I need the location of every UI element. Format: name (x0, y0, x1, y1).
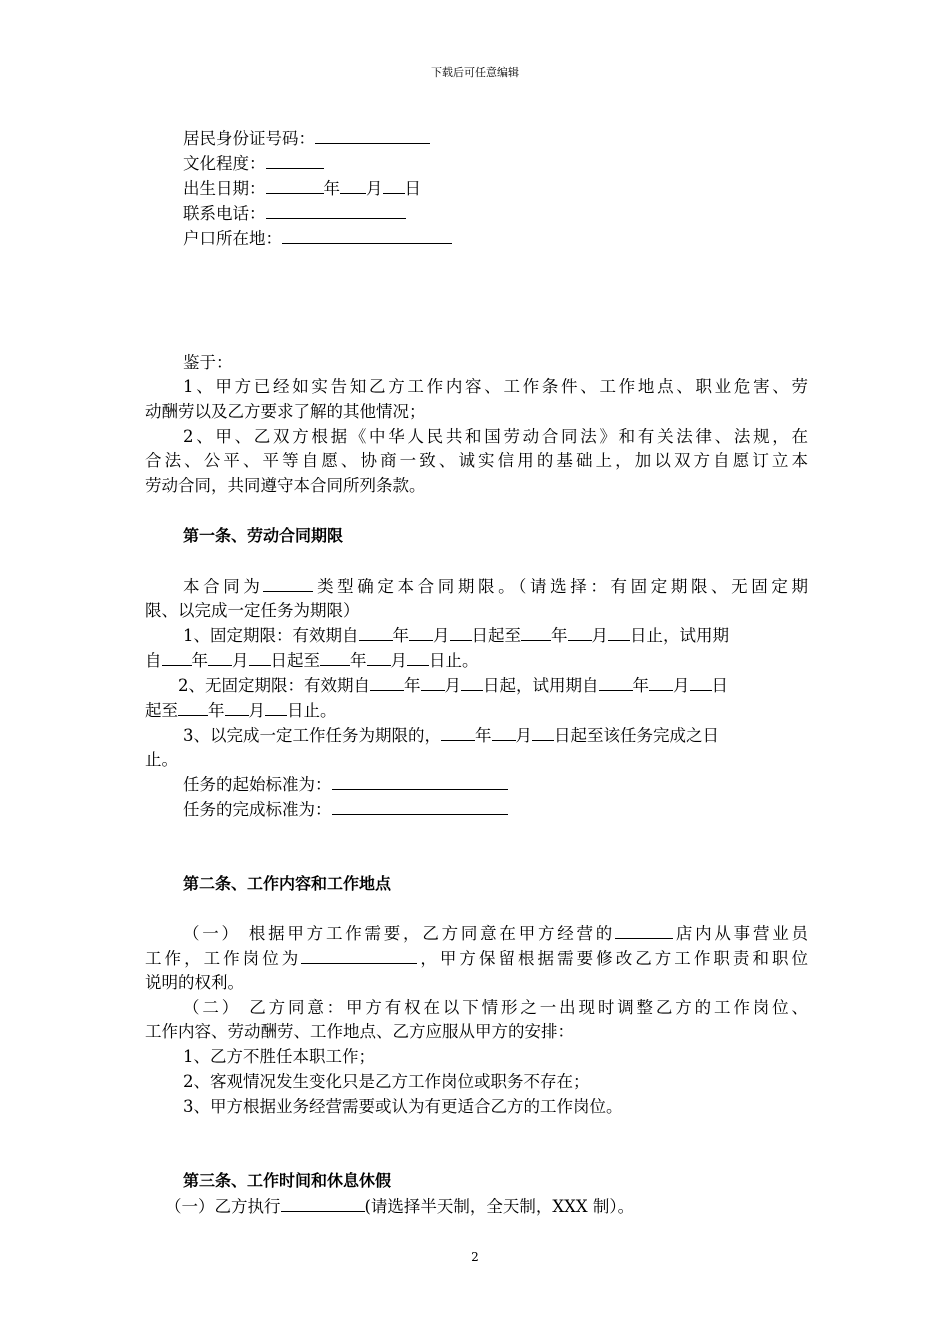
blank[interactable] (608, 625, 630, 641)
blank[interactable] (370, 675, 404, 691)
month-text: 月 (515, 726, 532, 745)
education-label: 文化程度： (183, 154, 266, 173)
month-text: 月 (248, 701, 265, 720)
day-stop-text: 日止。 (429, 651, 479, 670)
day-from-text: 日起至 (471, 626, 521, 645)
blank[interactable] (568, 625, 592, 641)
position-blank[interactable] (301, 948, 417, 964)
article2-item2: 2、客观情况发生变化只是乙方工作岗位或职务不存在； (183, 1072, 590, 1091)
preamble-p2-line2: 合法、公平、平等自愿、协商一致、诚实信用的基础上，加以双方自愿订立本 (145, 451, 808, 470)
task-finish-label: 任务的完成标准为： (183, 800, 332, 819)
task-finish-blank[interactable] (332, 799, 508, 815)
blank[interactable] (225, 700, 249, 716)
blank[interactable] (249, 650, 271, 666)
article3-c1-line (165, 1196, 828, 1217)
day-text: 日 (404, 179, 421, 198)
month-text: 月 (673, 676, 690, 695)
year-text: 年 (404, 676, 421, 695)
id-number-label: 居民身份证号码： (183, 129, 315, 148)
article2-c2-line2: 工作内容、劳动酬劳、工作地点、乙方应服从甲方的安排： (145, 1022, 574, 1041)
article3-c1-text-b: (请选择半天制，全天制，XXX 制）。 (364, 1197, 635, 1216)
id-number-blank[interactable] (315, 128, 430, 144)
article2-item3: 3、甲方根据业务经营需要或认为有更适合乙方的工作岗位。 (183, 1097, 623, 1116)
month-text: 月 (433, 626, 450, 645)
article2-c1-line3: 说明的权利。 (145, 973, 244, 992)
blank[interactable] (162, 650, 192, 666)
blank[interactable] (441, 725, 475, 741)
fixed-term-line1 (183, 625, 808, 646)
c1-text-c: 工作，工作岗位为 (145, 949, 302, 968)
phone-line (183, 203, 808, 224)
nonfixed-term-line2 (145, 700, 808, 721)
blank[interactable] (521, 625, 551, 641)
month-text: 月 (232, 651, 249, 670)
blank[interactable] (690, 675, 712, 691)
contract-type-blank[interactable] (263, 576, 313, 592)
intro-text-b: 类型确定本合同期限。（请选择：有固定期限、无固定期 (313, 577, 809, 596)
task-finish-line (183, 799, 808, 820)
day-text: 日 (711, 676, 728, 695)
blank[interactable] (367, 650, 391, 666)
year-text: 年 (475, 726, 492, 745)
task-term-line2: 止。 (145, 750, 178, 769)
birth-year-blank[interactable] (266, 178, 324, 194)
year-text: 年 (350, 651, 367, 670)
year-text: 年 (191, 651, 208, 670)
task-term-text: 日起至该任务完成之日 (554, 726, 719, 745)
birth-date-line (183, 178, 808, 199)
id-number-line (183, 128, 808, 149)
day-end-trial-text: 日止，试用期 (630, 626, 729, 645)
page-header: 下载后可任意编辑 (431, 66, 519, 79)
blank[interactable] (320, 650, 350, 666)
article1-intro-line1 (183, 576, 808, 597)
article3-c1-text-a: （一）乙方执行 (165, 1197, 281, 1216)
article3-title: 第三条、工作时间和休息休假 (183, 1171, 392, 1190)
blank[interactable] (461, 675, 483, 691)
blank[interactable] (407, 650, 429, 666)
article2-title: 第二条、工作内容和工作地点 (183, 874, 392, 893)
birth-month-blank[interactable] (340, 178, 366, 194)
task-term-label: 3、以完成一定工作任务为期限的， (183, 726, 441, 745)
month-text: 月 (366, 179, 383, 198)
article1-intro-line2: 限、以完成一定任务为期限） (145, 601, 360, 620)
article2-c1-line2 (145, 948, 808, 969)
task-start-line (183, 774, 808, 795)
fixed-term-line2 (145, 650, 808, 671)
year-text: 年 (551, 626, 568, 645)
until-text: 起至 (145, 701, 178, 720)
phone-blank[interactable] (266, 203, 406, 219)
article2-c1-line1 (183, 923, 808, 944)
blank[interactable] (532, 725, 554, 741)
phone-label: 联系电话： (183, 204, 266, 223)
month-text: 月 (591, 626, 608, 645)
task-start-label: 任务的起始标准为： (183, 775, 332, 794)
education-blank[interactable] (266, 153, 324, 169)
month-text: 月 (390, 651, 407, 670)
blank[interactable] (359, 625, 393, 641)
blank[interactable] (421, 675, 445, 691)
day-from-text: 日起至 (270, 651, 320, 670)
article1-title: 第一条、劳动合同期限 (183, 526, 344, 545)
store-name-blank[interactable] (615, 923, 673, 939)
hukou-line (183, 228, 808, 249)
blank[interactable] (265, 700, 287, 716)
preamble-p2-line3: 劳动合同，共同遵守本合同所列条款。 (145, 476, 426, 495)
task-term-line1 (183, 725, 808, 746)
task-start-blank[interactable] (332, 774, 508, 790)
preamble-p2-line1: 2、甲、乙双方根据《中华人民共和国劳动合同法》和有关法律、法规，在 (183, 427, 808, 446)
article2-c2-line1: （二） 乙方同意：甲方有权在以下情形之一出现时调整乙方的工作岗位、 (183, 998, 808, 1017)
nonfixed-term-line1 (178, 675, 808, 696)
year-text: 年 (392, 626, 409, 645)
blank[interactable] (208, 650, 232, 666)
nonfixed-term-label: 2、无固定期限：有效期自 (178, 676, 370, 695)
page-number: 2 (471, 1250, 479, 1264)
c1-text-d: ，甲方保留根据需要修改乙方工作职责和职位 (417, 949, 809, 968)
birth-date-label: 出生日期： (183, 179, 266, 198)
whereas-heading: 鉴于： (183, 353, 233, 372)
blank[interactable] (178, 700, 208, 716)
blank[interactable] (649, 675, 673, 691)
day-stop-text: 日止。 (287, 701, 337, 720)
hukou-blank[interactable] (282, 228, 452, 244)
c1-text-b: 店内从事营业员 (673, 924, 809, 943)
preamble-p1-line1: 1、甲方已经如实告知乙方工作内容、工作条件、工作地点、职业危害、劳 (183, 377, 808, 396)
article2-item1: 1、乙方不胜任本职工作； (183, 1047, 375, 1066)
intro-text-a: 本合同为 (183, 577, 264, 596)
c1-text-a: （一） 根据甲方工作需要，乙方同意在甲方经营的 (183, 924, 616, 943)
birth-day-blank[interactable] (383, 178, 405, 194)
year-text: 年 (208, 701, 225, 720)
day-from-trial-text: 日起，试用期自 (483, 676, 599, 695)
year-text: 年 (323, 179, 340, 198)
blank[interactable] (492, 725, 516, 741)
education-line (183, 153, 808, 174)
year-text: 年 (632, 676, 649, 695)
blank[interactable] (599, 675, 633, 691)
from-text: 自 (145, 651, 162, 670)
work-system-blank[interactable] (281, 1196, 365, 1212)
blank[interactable] (409, 625, 433, 641)
blank[interactable] (450, 625, 472, 641)
hukou-label: 户口所在地： (183, 229, 282, 248)
month-text: 月 (444, 676, 461, 695)
preamble-p1-line2: 动酬劳以及乙方要求了解的其他情况； (145, 402, 426, 421)
fixed-term-label: 1、固定期限：有效期自 (183, 626, 359, 645)
